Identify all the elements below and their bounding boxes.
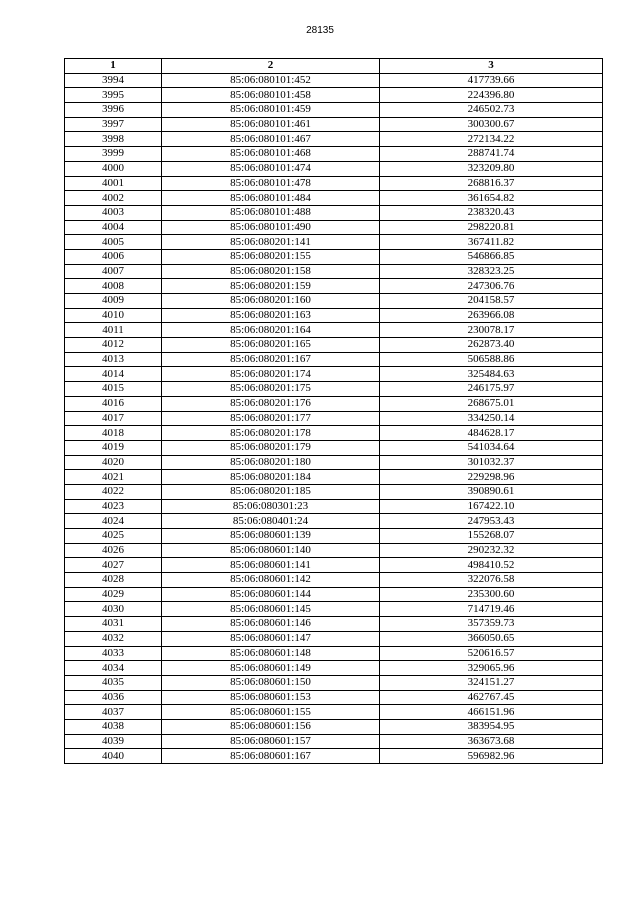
value-cell: 301032.37 — [380, 455, 603, 470]
registry-table — [64, 58, 603, 764]
cadastral-number-cell: 85:06:080101:452 — [162, 73, 380, 88]
cadastral-number-cell: 85:06:080201:164 — [162, 323, 380, 338]
cadastral-number-cell: 85:06:080601:153 — [162, 690, 380, 705]
row-number-cell: 4007 — [65, 264, 162, 279]
cadastral-number-cell: 85:06:080201:167 — [162, 352, 380, 367]
table-row — [65, 352, 603, 367]
row-number-cell: 4014 — [65, 367, 162, 382]
row-number-cell: 4023 — [65, 499, 162, 514]
table-row — [65, 294, 603, 309]
row-number-cell: 3996 — [65, 103, 162, 118]
cadastral-number-cell: 85:06:080101:459 — [162, 103, 380, 118]
value-cell: 262873.40 — [380, 338, 603, 353]
row-number-cell: 3994 — [65, 73, 162, 88]
row-number-cell: 4032 — [65, 631, 162, 646]
row-number-cell: 4012 — [65, 338, 162, 353]
row-number-cell: 3997 — [65, 117, 162, 132]
cadastral-number-cell: 85:06:080301:23 — [162, 499, 380, 514]
cadastral-number-cell: 85:06:080101:458 — [162, 88, 380, 103]
cadastral-number-cell: 85:06:080101:467 — [162, 132, 380, 147]
row-number-cell: 4011 — [65, 323, 162, 338]
row-number-cell: 4004 — [65, 220, 162, 235]
row-number-cell: 4024 — [65, 514, 162, 529]
table-row — [65, 396, 603, 411]
cadastral-number-cell: 85:06:080101:478 — [162, 176, 380, 191]
table-row — [65, 220, 603, 235]
value-cell: 417739.66 — [380, 73, 603, 88]
cadastral-number-cell: 85:06:080201:165 — [162, 338, 380, 353]
value-cell: 596982.96 — [380, 749, 603, 764]
row-number-cell: 3995 — [65, 88, 162, 103]
row-number-cell: 4017 — [65, 411, 162, 426]
row-number-cell: 4016 — [65, 396, 162, 411]
cadastral-number-cell: 85:06:080201:176 — [162, 396, 380, 411]
cadastral-number-cell: 85:06:080601:147 — [162, 631, 380, 646]
cadastral-number-cell: 85:06:080601:146 — [162, 617, 380, 632]
value-cell: 324151.27 — [380, 675, 603, 690]
cadastral-number-cell: 85:06:080201:180 — [162, 455, 380, 470]
table-row — [65, 661, 603, 676]
table-row — [65, 470, 603, 485]
cadastral-number-cell: 85:06:080201:158 — [162, 264, 380, 279]
cadastral-number-cell: 85:06:080601:167 — [162, 749, 380, 764]
value-cell: 322076.58 — [380, 573, 603, 588]
row-number-cell: 4030 — [65, 602, 162, 617]
row-number-cell: 4038 — [65, 719, 162, 734]
table-row — [65, 132, 603, 147]
cadastral-number-cell: 85:06:080101:461 — [162, 117, 380, 132]
row-number-cell: 4009 — [65, 294, 162, 309]
table-row — [65, 734, 603, 749]
cadastral-number-cell: 85:06:080101:490 — [162, 220, 380, 235]
cadastral-number-cell: 85:06:080601:157 — [162, 734, 380, 749]
row-number-cell: 4037 — [65, 705, 162, 720]
table-row — [65, 587, 603, 602]
table-body — [65, 73, 603, 763]
row-number-cell: 4026 — [65, 543, 162, 558]
value-cell: 520616.57 — [380, 646, 603, 661]
table-row — [65, 426, 603, 441]
row-number-cell: 4034 — [65, 661, 162, 676]
row-number-cell: 4022 — [65, 484, 162, 499]
table-row — [65, 103, 603, 118]
table-row — [65, 249, 603, 264]
value-cell: 383954.95 — [380, 719, 603, 734]
row-number-cell: 4035 — [65, 675, 162, 690]
value-cell: 541034.64 — [380, 440, 603, 455]
row-number-cell: 4040 — [65, 749, 162, 764]
value-cell: 323209.80 — [380, 161, 603, 176]
row-number-cell: 4031 — [65, 617, 162, 632]
table-row — [65, 382, 603, 397]
table-row — [65, 690, 603, 705]
cadastral-number-cell: 85:06:080201:175 — [162, 382, 380, 397]
table-row — [65, 573, 603, 588]
cadastral-number-cell: 85:06:080201:184 — [162, 470, 380, 485]
row-number-cell: 4000 — [65, 161, 162, 176]
cadastral-number-cell: 85:06:080201:179 — [162, 440, 380, 455]
cadastral-number-cell: 85:06:080201:159 — [162, 279, 380, 294]
table-row — [65, 176, 603, 191]
table-row — [65, 602, 603, 617]
row-number-cell: 4021 — [65, 470, 162, 485]
value-cell: 224396.80 — [380, 88, 603, 103]
table-row — [65, 235, 603, 250]
value-cell: 390890.61 — [380, 484, 603, 499]
value-cell: 246175.97 — [380, 382, 603, 397]
table-row — [65, 279, 603, 294]
cadastral-number-cell: 85:06:080201:155 — [162, 249, 380, 264]
value-cell: 290232.32 — [380, 543, 603, 558]
row-number-cell: 4025 — [65, 529, 162, 544]
table-row — [65, 161, 603, 176]
value-cell: 506588.86 — [380, 352, 603, 367]
table-row — [65, 484, 603, 499]
cadastral-number-cell: 85:06:080201:141 — [162, 235, 380, 250]
column-header-1: 1 — [65, 59, 162, 74]
value-cell: 484628.17 — [380, 426, 603, 441]
cadastral-number-cell: 85:06:080201:177 — [162, 411, 380, 426]
table-row — [65, 749, 603, 764]
row-number-cell: 4008 — [65, 279, 162, 294]
cadastral-number-cell: 85:06:080401:24 — [162, 514, 380, 529]
row-number-cell: 4019 — [65, 440, 162, 455]
table-row — [65, 719, 603, 734]
table-row — [65, 147, 603, 162]
cadastral-number-cell: 85:06:080201:163 — [162, 308, 380, 323]
value-cell: 498410.52 — [380, 558, 603, 573]
row-number-cell: 4005 — [65, 235, 162, 250]
value-cell: 334250.14 — [380, 411, 603, 426]
table-row — [65, 323, 603, 338]
cadastral-number-cell: 85:06:080601:155 — [162, 705, 380, 720]
cadastral-number-cell: 85:06:080601:145 — [162, 602, 380, 617]
cadastral-number-cell: 85:06:080601:144 — [162, 587, 380, 602]
table-row — [65, 367, 603, 382]
table-row — [65, 205, 603, 220]
cadastral-number-cell: 85:06:080601:148 — [162, 646, 380, 661]
table-row — [65, 411, 603, 426]
value-cell: 462767.45 — [380, 690, 603, 705]
value-cell: 328323.25 — [380, 264, 603, 279]
table-row — [65, 675, 603, 690]
row-number-cell: 4003 — [65, 205, 162, 220]
row-number-cell: 4013 — [65, 352, 162, 367]
value-cell: 288741.74 — [380, 147, 603, 162]
table-row — [65, 191, 603, 206]
page-number: 28135 — [306, 25, 334, 36]
table-row — [65, 73, 603, 88]
value-cell: 466151.96 — [380, 705, 603, 720]
value-cell: 268675.01 — [380, 396, 603, 411]
cadastral-number-cell: 85:06:080101:474 — [162, 161, 380, 176]
row-number-cell: 4029 — [65, 587, 162, 602]
value-cell: 155268.07 — [380, 529, 603, 544]
table-row — [65, 631, 603, 646]
table-row — [65, 529, 603, 544]
row-number-cell: 4039 — [65, 734, 162, 749]
row-number-cell: 4033 — [65, 646, 162, 661]
value-cell: 367411.82 — [380, 235, 603, 250]
value-cell: 366050.65 — [380, 631, 603, 646]
table-row — [65, 440, 603, 455]
table-row — [65, 558, 603, 573]
table-row — [65, 646, 603, 661]
row-number-cell: 4020 — [65, 455, 162, 470]
table-row — [65, 455, 603, 470]
table-row — [65, 514, 603, 529]
value-cell: 714719.46 — [380, 602, 603, 617]
table-row — [65, 88, 603, 103]
cadastral-number-cell: 85:06:080201:185 — [162, 484, 380, 499]
value-cell: 329065.96 — [380, 661, 603, 676]
table-row — [65, 499, 603, 514]
row-number-cell: 4002 — [65, 191, 162, 206]
value-cell: 246502.73 — [380, 103, 603, 118]
table-header-row — [65, 59, 603, 74]
value-cell: 167422.10 — [380, 499, 603, 514]
row-number-cell: 4028 — [65, 573, 162, 588]
cadastral-number-cell: 85:06:080601:150 — [162, 675, 380, 690]
value-cell: 298220.81 — [380, 220, 603, 235]
cadastral-number-cell: 85:06:080601:149 — [162, 661, 380, 676]
value-cell: 229298.96 — [380, 470, 603, 485]
row-number-cell: 4018 — [65, 426, 162, 441]
value-cell: 230078.17 — [380, 323, 603, 338]
row-number-cell: 4015 — [65, 382, 162, 397]
column-header-3: 3 — [380, 59, 603, 74]
value-cell: 235300.60 — [380, 587, 603, 602]
cadastral-number-cell: 85:06:080201:174 — [162, 367, 380, 382]
value-cell: 300300.67 — [380, 117, 603, 132]
value-cell: 546866.85 — [380, 249, 603, 264]
table-row — [65, 264, 603, 279]
value-cell: 238320.43 — [380, 205, 603, 220]
value-cell: 325484.63 — [380, 367, 603, 382]
row-number-cell: 4010 — [65, 308, 162, 323]
cadastral-number-cell: 85:06:080201:160 — [162, 294, 380, 309]
value-cell: 263966.08 — [380, 308, 603, 323]
row-number-cell: 4036 — [65, 690, 162, 705]
cadastral-number-cell: 85:06:080601:139 — [162, 529, 380, 544]
row-number-cell: 4001 — [65, 176, 162, 191]
table-row — [65, 117, 603, 132]
row-number-cell: 4027 — [65, 558, 162, 573]
cadastral-number-cell: 85:06:080201:178 — [162, 426, 380, 441]
row-number-cell: 3999 — [65, 147, 162, 162]
cadastral-number-cell: 85:06:080101:484 — [162, 191, 380, 206]
table-row — [65, 705, 603, 720]
table-row — [65, 308, 603, 323]
cadastral-number-cell: 85:06:080601:156 — [162, 719, 380, 734]
value-cell: 204158.57 — [380, 294, 603, 309]
row-number-cell: 3998 — [65, 132, 162, 147]
table-row — [65, 338, 603, 353]
table-row — [65, 543, 603, 558]
value-cell: 357359.73 — [380, 617, 603, 632]
cadastral-number-cell: 85:06:080101:468 — [162, 147, 380, 162]
value-cell: 268816.37 — [380, 176, 603, 191]
value-cell: 247953.43 — [380, 514, 603, 529]
cadastral-number-cell: 85:06:080601:142 — [162, 573, 380, 588]
value-cell: 247306.76 — [380, 279, 603, 294]
column-header-2: 2 — [162, 59, 380, 74]
cadastral-number-cell: 85:06:080601:141 — [162, 558, 380, 573]
value-cell: 272134.22 — [380, 132, 603, 147]
cadastral-number-cell: 85:06:080601:140 — [162, 543, 380, 558]
cadastral-number-cell: 85:06:080101:488 — [162, 205, 380, 220]
value-cell: 363673.68 — [380, 734, 603, 749]
table-row — [65, 617, 603, 632]
row-number-cell: 4006 — [65, 249, 162, 264]
value-cell: 361654.82 — [380, 191, 603, 206]
